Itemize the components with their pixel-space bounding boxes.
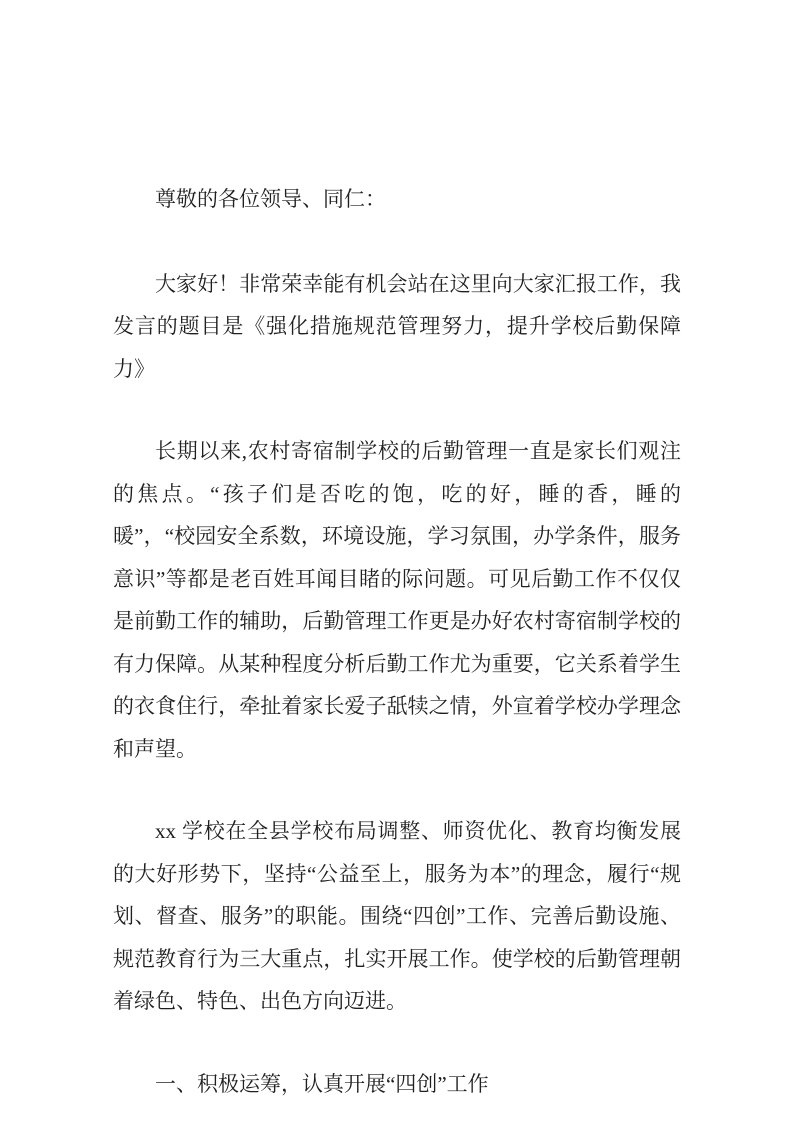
salutation-line: 尊敬的各位领导、同仁： [155, 187, 386, 211]
background-paragraph: 长期以来,农村寄宿制学校的后勤管理一直是家长们观注的焦点。“孩子们是否吃的饱，吃的好，睡的香，睡的暖”，“校园安全系数，环境设施，学习氛围，办学条件，服务意识”等都是老百姓耳闻目睹的际问题。可见后勤工作不仅仅是前勤工作的辅助，后勤管理工作更是办好农村寄宿制学校的有力保障。从某种程度分析后勤工作尤为重要，它关系着学生的衣食住行，牵扯着家长爱子舐犊之情，外宣着学校办学理念和声望。 [113, 439, 681, 761]
section-heading-1: 一、积极运筹，认真开展“四创”工作 [155, 1071, 489, 1096]
school-overview-paragraph: xx 学校在全县学校布局调整、师资优化、教育均衡发展的大好形势下，坚持“公益至上，服务为本”的理念，履行“规划、督查、服务”的职能。围绕“四创”工作、完善后勤设施、规范教育行为三大重点，扎实开展工作。使学校的后勤管理朝着绿色、特色、出色方向迈进。 [113, 819, 681, 1013]
intro-paragraph: 大家好！非常荣幸能有机会站在这里向大家汇报工作，我发言的题目是《强化措施规范管理努力，提升学校后勤保障力》 [113, 271, 681, 381]
